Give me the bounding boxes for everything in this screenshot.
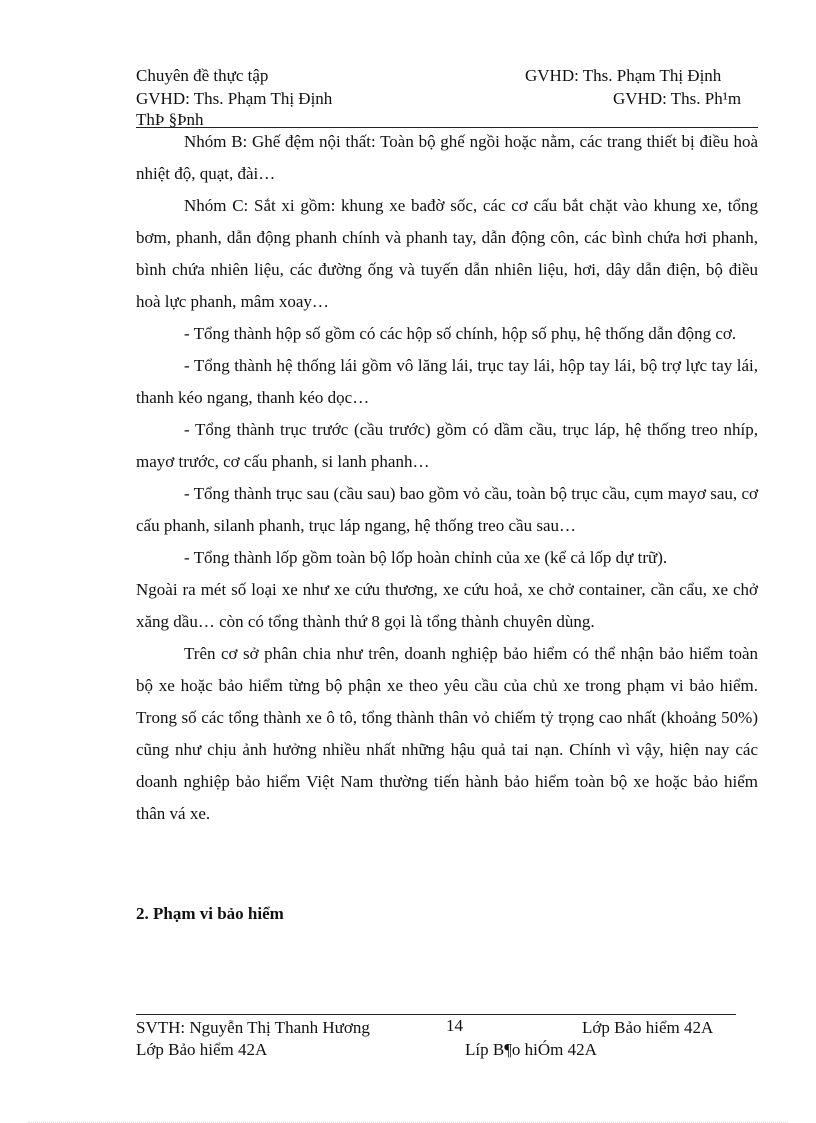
- header-advisor-repeat: GVHD: Ths. Phạm Thị Định: [136, 89, 333, 108]
- paragraph-tires: - Tổng thành lốp gồm toàn bộ lốp hoàn chỉnh của xe (kể cả lốp dự trữ).: [184, 548, 668, 567]
- header-topic: Chuyên đề thực tập: [136, 66, 269, 85]
- paragraph-rear-axle: - Tổng thành trục sau (cầu sau) bao gồm vỏ cầu, toàn bộ trục cầu, cụm mayơ sau, cơ cấu phanh, silanh phanh, trục láp ngang, hệ thống treo cầu sau…: [136, 484, 758, 535]
- paragraph-conclusion: Trên cơ sở phân chia như trên, doanh nghiệp bảo hiểm có thể nhận bảo hiểm toàn bộ xe hoặc bảo hiểm từng bộ phận xe theo yêu cầu của chủ xe trong phạm vi bảo hiểm. Trong số các tổng thành xe ô tô, tổng thành thân vỏ chiếm tỷ trọng cao nhất (khoảng 50%) cũng như chịu ảnh hưởng nhiều nhất những hậu quả tai nạn. Chính vì vậy, hiện nay các doanh nghiệp bảo hiểm Việt Nam thường tiến hành bảo hiểm toàn bộ xe hoặc bảo hiểm thân vá xe.: [136, 644, 758, 823]
- paragraph-group-c: Nhóm C: Sắt xi gồm: khung xe bađờ sốc, các cơ cấu bắt chặt vào khung xe, tổng bơm, phanh, dẫn động phanh chính và phanh tay, dẫn động côn, các bình chứa hơi phanh, bình chứa nhiên liệu, các đường ống và tuyến dẫn nhiên liệu, hơi, dây dẫn điện, bộ điều hoà lực phanh, mâm xoay…: [136, 196, 758, 311]
- footer-class-garbled: Líp B¶o hiÓm 42A: [465, 1040, 597, 1059]
- footer-student: SVTH: Nguyễn Thị Thanh Hương: [136, 1018, 370, 1037]
- footer-class-left: Lớp Bảo hiểm 42A: [136, 1040, 268, 1059]
- paragraph-group-b: Nhóm B: Ghế đệm nội thất: Toàn bộ ghế ngồi hoặc nằm, các trang thiết bị điều hoà nhiệt độ, quạt, đài…: [136, 132, 758, 183]
- header-advisor-garbled-cont: ThÞ §Þnh: [136, 110, 204, 129]
- paragraph-gearbox: - Tổng thành hộp số gồm có các hộp số chính, hộp số phụ, hệ thống dẫn động cơ.: [184, 324, 737, 343]
- paragraph-steering: - Tổng thành hệ thống lái gồm vô lăng lái, trục tay lái, hộp tay lái, bộ trợ lực tay lái, thanh kéo ngang, thanh kéo dọc…: [136, 356, 758, 407]
- page-number: 14: [446, 1016, 463, 1035]
- document-body: [136, 126, 758, 830]
- footer-rule: [136, 1014, 736, 1015]
- section-heading: 2. Phạm vi bảo hiểm: [136, 904, 284, 923]
- footer-class-right: Lớp Bảo hiểm 42A: [582, 1018, 714, 1037]
- header-advisor: GVHD: Ths. Phạm Thị Định: [525, 66, 722, 85]
- paragraph-front-axle: - Tổng thành trục trước (cầu trước) gồm có dầm cầu, trục láp, hệ thống treo nhíp, mayơ trước, cơ cấu phanh, si lanh phanh…: [136, 420, 758, 471]
- paragraph-special-vehicles: Ngoài ra mét số loại xe như xe cứu thương, xe cứu hoả, xe chở container, cần cẩu, xe chở xăng dầu… còn có tổng thành thứ 8 gọi là tổng thành chuyên dùng.: [136, 580, 758, 631]
- header-advisor-garbled: GVHD: Ths. Ph¹m: [613, 89, 742, 108]
